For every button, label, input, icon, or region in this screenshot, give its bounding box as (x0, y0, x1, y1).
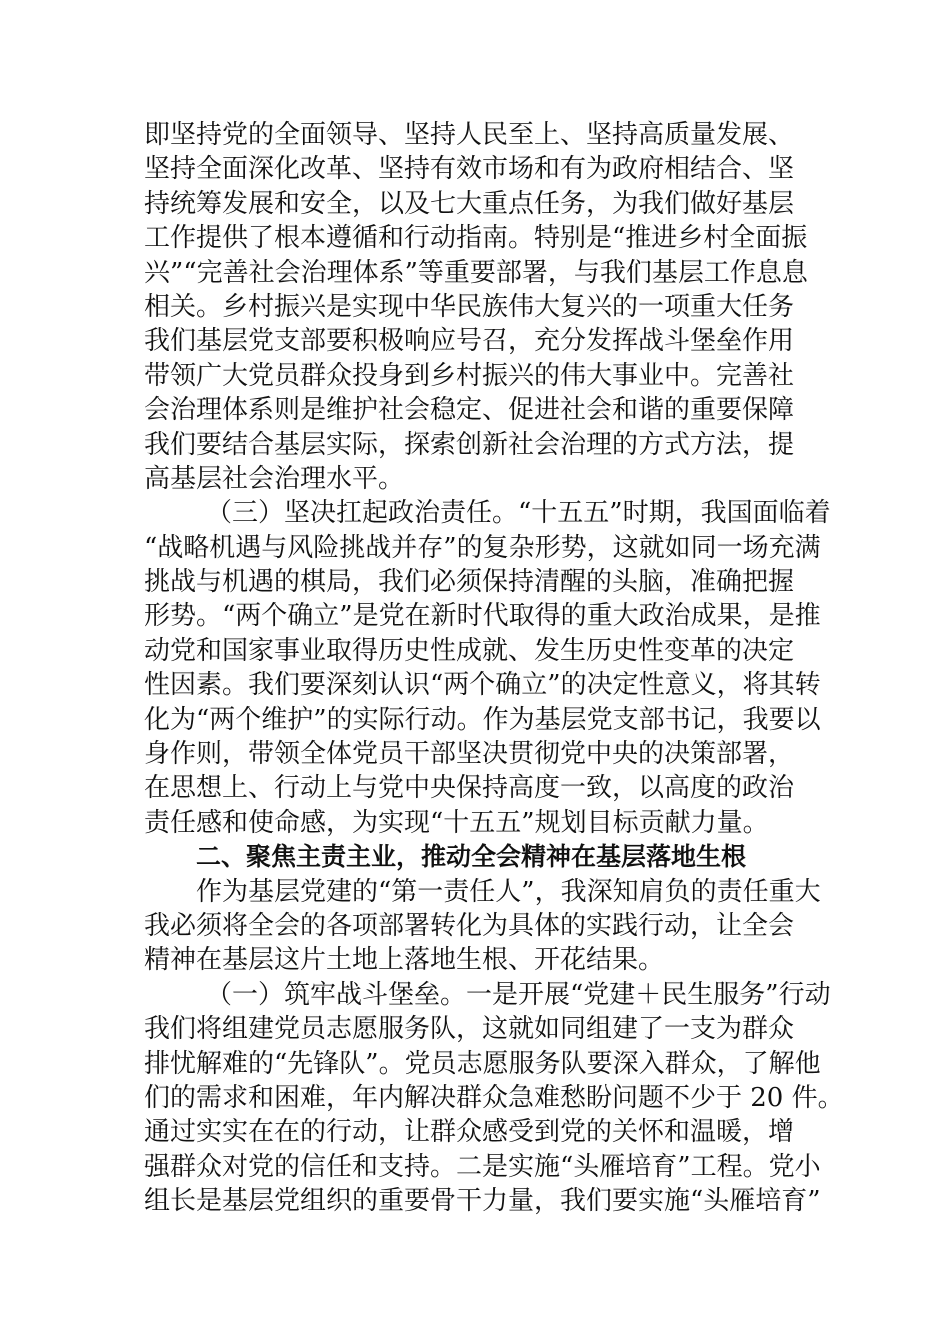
section-heading: 二、聚焦主责主业，推动全会精神在基层落地生根 (196, 842, 747, 872)
text-line: 会治理体系则是维护社会稳定、促进社会和谐的重要保障 (144, 395, 795, 426)
body-text (144, 118, 844, 1219)
text-line: 带领广大党员群众投身到乡村振兴的伟大事业中。完善社 (144, 360, 795, 391)
text-line: 组长是基层党组织的重要骨干力量，我们要实施“头雁培育” (144, 1186, 821, 1217)
text-line: 身作则，带领全体党员干部坚决贯彻党中央的决策部署， (144, 739, 795, 770)
text-line: 形势。“两个确立”是党在新时代取得的重大政治成果，是推 (144, 601, 821, 632)
subsection-heading-line: （一）筑牢战斗堡垒。一是开展“党建＋民生服务”行动 (206, 979, 831, 1010)
text-line: 排忧解难的“先锋队”。党员志愿服务队要深入群众，了解他 (144, 1048, 821, 1079)
text-line: “战略机遇与风险挑战并存”的复杂形势，这就如同一场充满 (144, 532, 821, 563)
paragraph-start-line: 作为基层党建的“第一责任人”，我深知肩负的责任重大 (196, 876, 821, 907)
text-line: 责任感和使命感，为实现“十五五”规划目标贡献力量。 (144, 807, 769, 838)
text-line: 通过实实在在的行动，让群众感受到党的关怀和温暖，增 (144, 1117, 795, 1148)
text-line: 我必须将全会的各项部署转化为具体的实践行动，让全会 (144, 910, 795, 941)
text-line: 们的需求和困难，年内解决群众急难愁盼问题不少于 20 件。 (144, 1082, 844, 1113)
text-line: 我们基层党支部要积极响应号召，充分发挥战斗堡垒作用 (144, 326, 795, 357)
text-line: 我们将组建党员志愿服务队，这就如同组建了一支为群众 (144, 1014, 795, 1045)
text-line: 动党和国家事业取得历史性成就、发生历史性变革的决定 (144, 635, 795, 666)
text-line: 我们要结合基层实际，探索创新社会治理的方式方法，提 (144, 429, 795, 460)
text-line: 工作提供了根本遵循和行动指南。特别是“推进乡村全面振 (144, 223, 808, 254)
text-line: 兴”“完善社会治理体系”等重要部署，与我们基层工作息息 (144, 257, 808, 288)
text-line: 高基层社会治理水平。 (144, 463, 405, 494)
text-line: 相关。乡村振兴是实现中华民族伟大复兴的一项重大任务 (144, 291, 795, 322)
text-line: 在思想上、行动上与党中央保持高度一致，以高度的政治 (144, 773, 795, 804)
text-line: 挑战与机遇的棋局，我们必须保持清醒的头脑，准确把握 (144, 567, 795, 598)
text-line: 化为“两个维护”的实际行动。作为基层党支部书记，我要以 (144, 704, 821, 735)
text-line: 性因素。我们要深刻认识“两个确立”的决定性意义，将其转 (144, 670, 821, 701)
text-line: 持统筹发展和安全，以及七大重点任务，为我们做好基层 (144, 188, 795, 219)
text-line: 强群众对党的信任和支持。二是实施“头雁培育”工程。党小 (144, 1151, 821, 1182)
text-line: 精神在基层这片土地上落地生根、开花结果。 (144, 945, 665, 976)
subsection-heading-line: （三）坚决扛起政治责任。“十五五”时期，我国面临着 (206, 498, 831, 529)
text-line: 即坚持党的全面领导、坚持人民至上、坚持高质量发展、 (144, 120, 795, 150)
text-line: 坚持全面深化改革、坚持有效市场和有为政府相结合、坚 (144, 154, 795, 185)
